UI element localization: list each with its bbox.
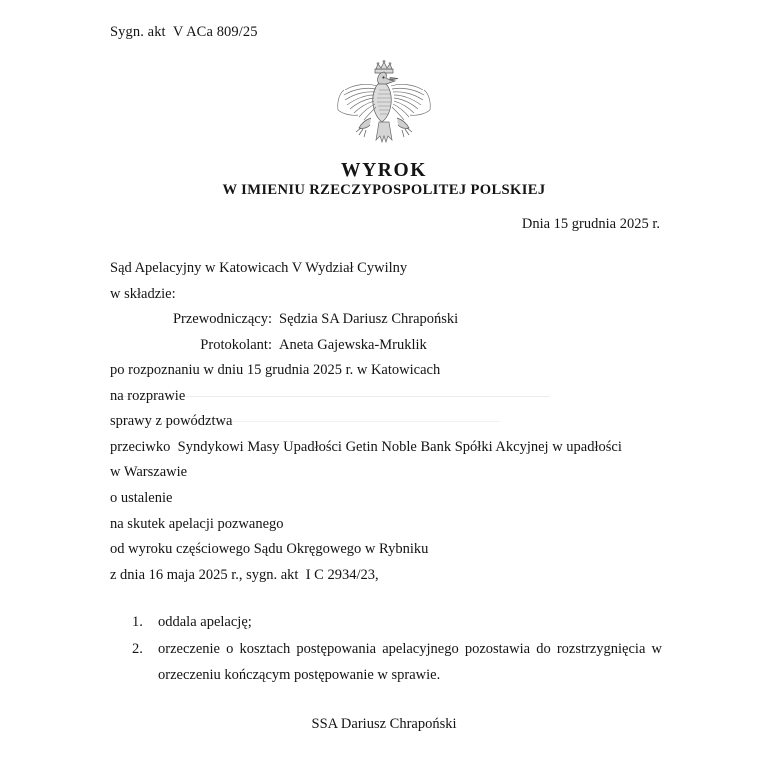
presiding-judge-name: Sędzia SA Dariusz Chrapoński (279, 311, 459, 327)
court-name: Sąd Apelacyjny w Katowicach V Wydział Cywilny (110, 260, 408, 276)
document-subtitle: W IMIENIU RZECZYPOSPOLITEJ POLSKIEJ (222, 182, 546, 198)
recorder-label: Protokolant: (200, 336, 272, 353)
case-defendant-seat: w Warszawie (110, 464, 188, 481)
court-header-block (110, 256, 660, 307)
case-lower-court-line: od wyroku częściowego Sądu Okręgowego w Rybniku (110, 541, 429, 558)
composition-intro: w składzie: (110, 285, 176, 302)
case-defendant-line: przeciwko Syndykowi Masy Upadłości Getin Noble Bank Spółki Akcyjnej w upadłości (110, 438, 622, 455)
case-appeal-line: na skutek apelacji pozwanego (110, 515, 284, 532)
ruling-number: 2. (132, 641, 143, 657)
ruling-item (110, 609, 662, 635)
case-description-block (110, 358, 662, 588)
case-hearing-mode: na rozprawie (110, 387, 186, 404)
composition-row-presiding (110, 307, 660, 333)
case-number: Sygn. akt V ACa 809/25 (110, 24, 258, 40)
document-title: WYROK (341, 160, 427, 181)
ruling-item (110, 636, 662, 688)
court-composition-block (110, 307, 660, 358)
rulings-list (110, 609, 662, 689)
case-lower-case-number: z dnia 16 maja 2025 r., sygn. akt I C 2934/23, (110, 566, 379, 583)
recorder-name: Aneta Gajewska-Mruklik (279, 336, 427, 353)
presiding-judge-label: Przewodniczący: (172, 311, 272, 327)
composition-row-recorder (110, 333, 660, 359)
case-subject-line: o ustalenie (110, 489, 173, 506)
ruling-number: 1. (132, 614, 143, 630)
polish-eagle-emblem (331, 56, 437, 158)
judgment-date: Dnia 15 grudnia 2025 r. (521, 216, 660, 232)
ruling-text: oddala apelację; (158, 614, 252, 630)
case-plaintiff-line: sprawy z powództwa (110, 413, 233, 430)
case-hearing-line: po rozpoznaniu w dniu 15 grudnia 2025 r. w Katowicach (110, 362, 441, 378)
ruling-text: orzeczenie o kosztach postępowania apelacyjnego pozostawia do rozstrzygnięcia w orzeczeniu kończącym postępowanie w sprawie. (158, 641, 662, 683)
judge-signature: SSA Dariusz Chrapoński (311, 716, 457, 732)
